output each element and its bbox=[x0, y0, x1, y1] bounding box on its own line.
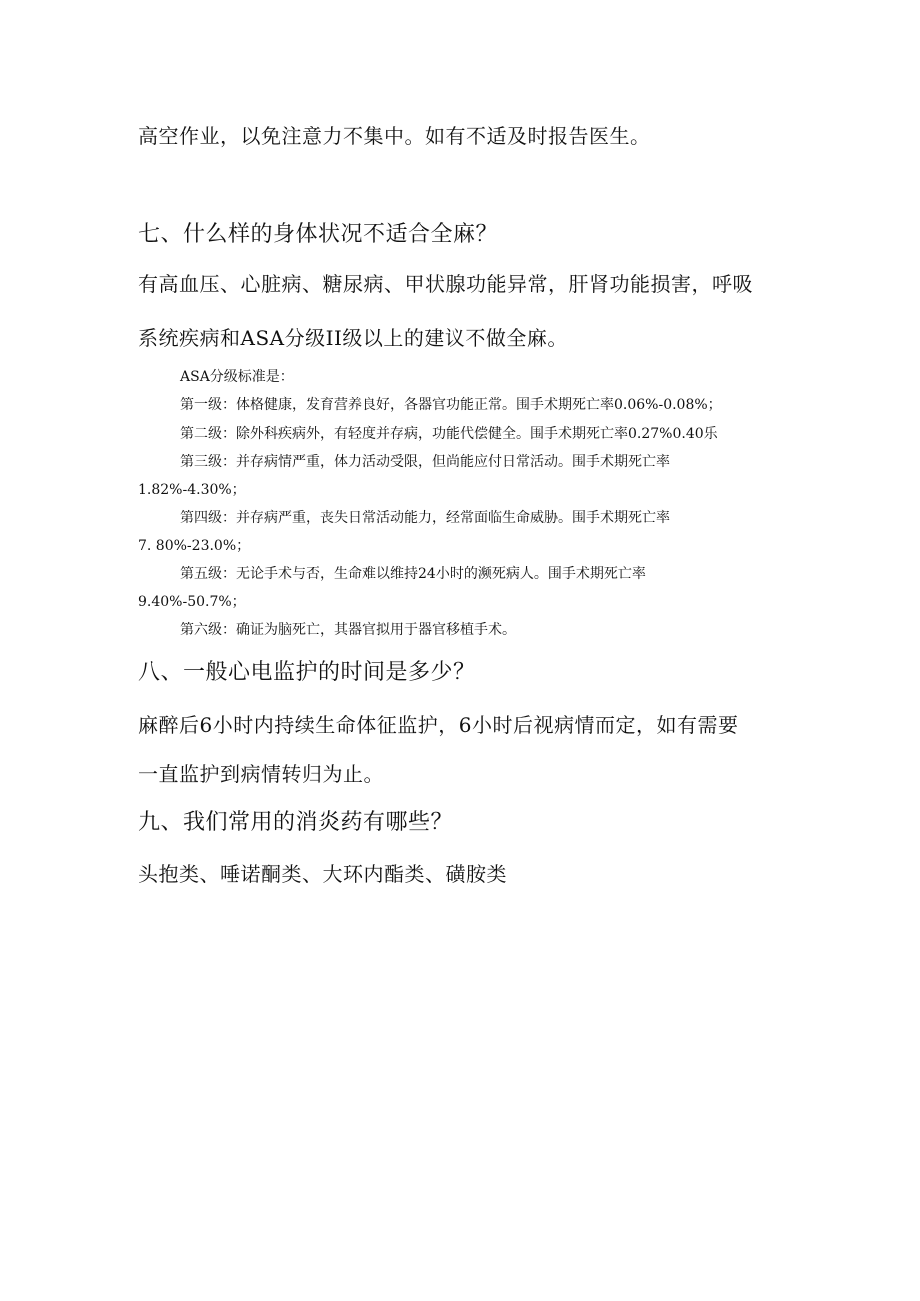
section8-paragraph-line: 一直监护到病情转归为止。 bbox=[138, 762, 384, 786]
asa-grade-4: 第四级：并存病严重，丧失日常活动能力，经常面临生命威胁。围手术期死亡率 bbox=[180, 510, 670, 526]
section9-heading: 九、我们常用的消炎药有哪些？ bbox=[138, 810, 454, 835]
asa-grade-2: 第二级：除外科疾病外，有轻度并存病，功能代偿健全。围手术期死亡率0.27%0.40乐 bbox=[180, 426, 718, 442]
section8-paragraph-line: 麻醉后6小时内持续生命体征监护，6小时后视病情而定，如有需要 bbox=[138, 713, 739, 737]
section7-paragraph-line: 有高血压、心脏病、糖尿病、甲状腺功能异常，肝肾功能损害，呼吸 bbox=[138, 272, 753, 296]
asa-title: ASA分级标准是： bbox=[180, 369, 294, 385]
asa-grade-3-rate: 1.82%-4.30%； bbox=[138, 482, 246, 498]
section9-paragraph-line: 头抱类、唾诺酮类、大环内酯类、磺胺类 bbox=[138, 862, 507, 886]
section8-heading: 八、一般心电监护的时间是多少？ bbox=[138, 660, 476, 685]
asa-grade-1: 第一级：体格健康，发育营养良好，各器官功能正常。围手术期死亡率0.06%-0.08%； bbox=[180, 397, 722, 413]
section7-paragraph-line: 系统疾病和ASA分级II级以上的建议不做全麻。 bbox=[138, 326, 568, 350]
asa-grade-4-rate: 7. 80%-23.0%； bbox=[138, 538, 251, 554]
section7-heading: 七、什么样的身体状况不适合全麻？ bbox=[138, 222, 499, 247]
asa-grade-6: 第六级：确证为脑死亡，其器官拟用于器官移植手术。 bbox=[180, 622, 516, 638]
asa-grade-5-rate: 9.40%-50.7%； bbox=[138, 594, 246, 610]
intro-continuation: 高空作业，以免注意力不集中。如有不适及时报告医生。 bbox=[138, 124, 651, 148]
asa-grade-5: 第五级：无论手术与否，生命难以维持24小时的濒死病人。围手术期死亡率 bbox=[180, 566, 646, 582]
asa-grade-3: 第三级：并存病情严重，体力活动受限，但尚能应付日常活动。围手术期死亡率 bbox=[180, 454, 670, 470]
